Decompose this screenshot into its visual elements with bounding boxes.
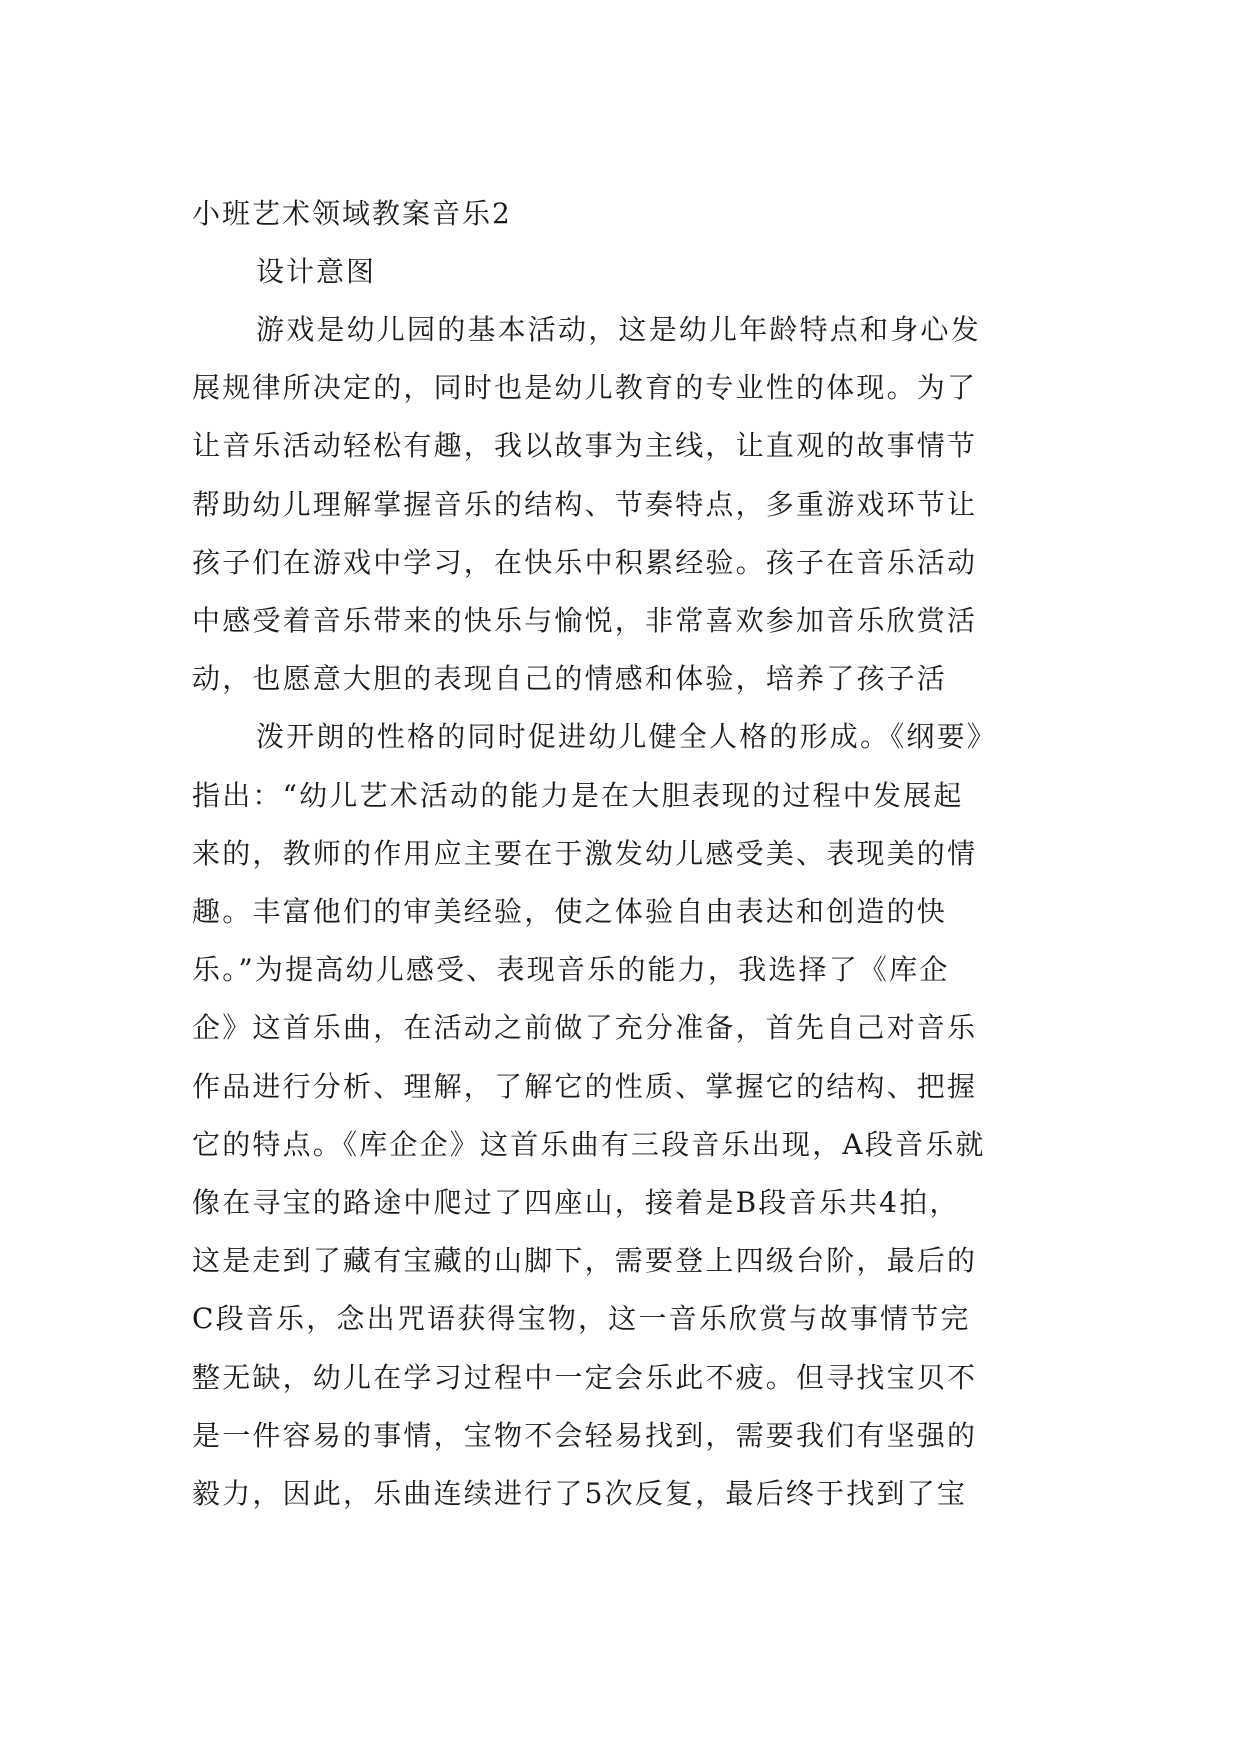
paragraph-line: C段音乐，念出咒语获得宝物，这一音乐欣赏与故事情节完 bbox=[192, 1302, 971, 1336]
paragraph-line: 是一件容易的事情，宝物不会轻易找到，需要我们有坚强的 bbox=[192, 1418, 978, 1452]
paragraph-line: 来的，教师的作用应主要在于激发幼儿感受美、表现美的情 bbox=[192, 836, 978, 870]
paragraph-line: 作品进行分析、理解，了解它的性质、掌握它的结构、把握 bbox=[192, 1069, 978, 1103]
paragraph-line: 孩子们在游戏中学习，在快乐中积累经验。孩子在音乐活动 bbox=[192, 545, 978, 579]
section-heading: 设计意图 bbox=[256, 255, 377, 288]
paragraph-line: 企》这首乐曲，在活动之前做了充分准备，首先自己对音乐 bbox=[192, 1011, 978, 1045]
paragraph-line: 指出：“幼儿艺术活动的能力是在大胆表现的过程中发展起 bbox=[192, 778, 964, 812]
paragraph-line: 动，也愿意大胆的表现自己的情感和体验，培养了孩子活 bbox=[192, 662, 948, 696]
paragraph-line: 中感受着音乐带来的快乐与愉悦，非常喜欢参加音乐欣赏活 bbox=[192, 604, 978, 638]
paragraph-line: 它的特点。《库企企》这首乐曲有三段音乐出现，A段音乐就 bbox=[192, 1127, 986, 1161]
paragraph-1 bbox=[192, 301, 1052, 708]
paragraph-line: 让音乐活动轻松有趣，我以故事为主线，让直观的故事情节 bbox=[192, 429, 978, 463]
paragraph-line: 乐。”为提高幼儿感受、表现音乐的能力，我选择了《库企 bbox=[192, 953, 950, 987]
paragraph-line: 游戏是幼儿园的基本活动，这是幼儿年龄特点和身心发 bbox=[256, 313, 981, 346]
document-body bbox=[192, 185, 1052, 1523]
paragraph-line: 这是走到了藏有宝藏的山脚下，需要登上四级台阶，最后的 bbox=[192, 1244, 978, 1278]
paragraph-2 bbox=[192, 708, 1052, 1523]
paragraph-line: 展规律所决定的，同时也是幼儿教育的专业性的体现。为了 bbox=[192, 371, 978, 405]
document-title: 小班艺术领域教案音乐2 bbox=[192, 197, 512, 230]
paragraph-line: 趣。丰富他们的审美经验，使之体验自由表达和创造的快 bbox=[192, 895, 948, 929]
paragraph-line: 像在寻宝的路途中爬过了四座山，接着是B段音乐共4拍， bbox=[192, 1186, 960, 1220]
paragraph-line: 泼开朗的性格的同时促进幼儿健全人格的形成。《纲要》 bbox=[256, 720, 998, 754]
paragraph-line: 整无缺，幼儿在学习过程中一定会乐此不疲。但寻找宝贝不 bbox=[192, 1360, 978, 1394]
paragraph-line: 帮助幼儿理解掌握音乐的结构、节奏特点，多重游戏环节让 bbox=[192, 487, 978, 521]
paragraph-line: 毅力，因此，乐曲连续进行了5次反复，最后终于找到了宝 bbox=[192, 1477, 968, 1511]
